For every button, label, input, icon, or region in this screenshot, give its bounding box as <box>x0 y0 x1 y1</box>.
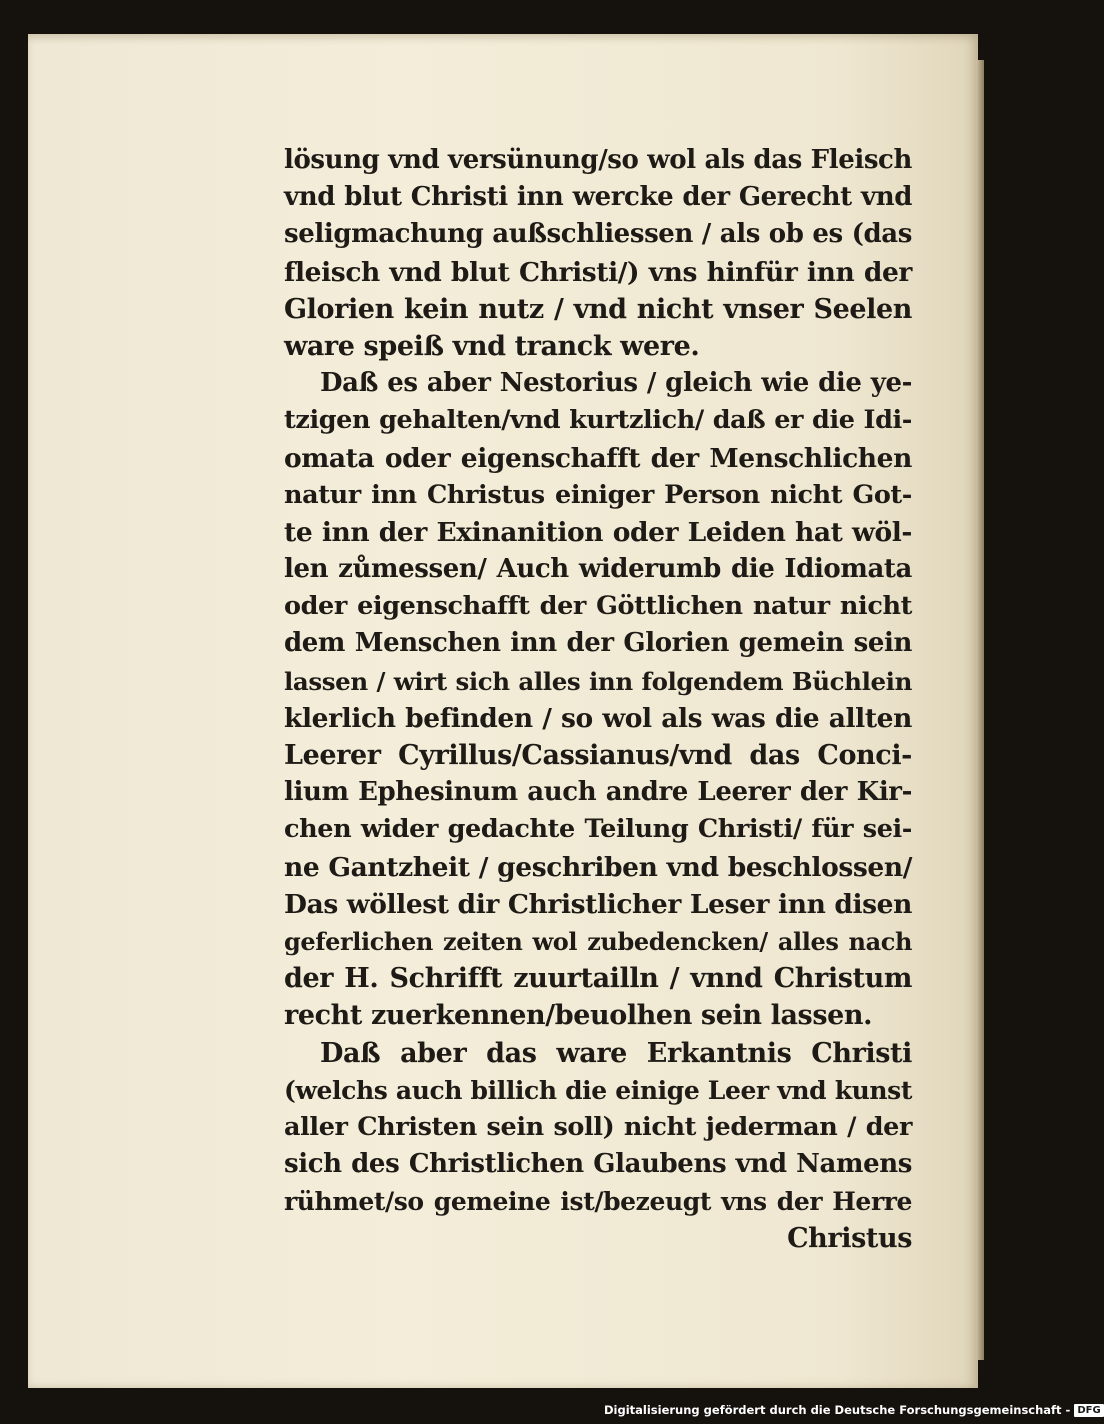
text-line: te inn der Exinanition oder Leiden hat wöl- <box>284 516 912 548</box>
text-line: ware speiß vnd tranck were. <box>284 330 700 362</box>
text-line: tzigen gehalten/vnd kurtzlich/ daß er die Idi- <box>284 405 912 436</box>
text-line: Leerer Cyrillus/Cassianus/vnd das Conci- <box>284 740 912 771</box>
text-line: natur inn Christus einiger Person nicht Got- <box>284 479 912 510</box>
credit-text: Digitalisierung gefördert durch die Deutsche Forschungsgemeinschaft - <box>604 1403 1071 1417</box>
text-line: sich des Christlichen Glaubens vnd Namens <box>284 1149 912 1180</box>
text-line: der H. Schrifft zuurtailln / vnnd Christum <box>284 963 912 995</box>
text-line: Das wöllest dir Christlicher Leser inn disen <box>284 888 912 920</box>
text-line: Glorien kein nutz / vnd nicht vnser Seelen <box>284 293 912 325</box>
text-line: vnd blut Christi inn wercke der Gerecht vnd <box>284 182 912 213</box>
text-line: chen wider gedachte Teilung Christi/ für sei- <box>284 814 912 845</box>
text-line: aller Christen sein soll) nicht jederman / der <box>284 1111 912 1142</box>
text-line: ne Gantzheit / geschriben vnd beschlossen/ <box>284 851 912 883</box>
text-line: omata oder eigenschafft der Menschlichen <box>284 442 912 474</box>
text-line: len zůmessen/ Auch widerumb die Idiomata <box>284 554 912 585</box>
text-line: geferlichen zeiten wol zubedencken/ alles nach <box>284 926 912 956</box>
text-line: (welchs auch billich die einige Leer vnd kunst <box>284 1075 912 1105</box>
text-line: recht zuerkennen/beuolhen sein lassen. <box>284 1000 873 1032</box>
text-line: seligmachung außschliessen / als ob es (das <box>284 219 912 250</box>
digitization-credit <box>604 1400 1104 1420</box>
page-edge <box>976 60 984 1360</box>
dfg-logo: DFG <box>1074 1404 1103 1417</box>
text-block <box>284 142 912 1258</box>
catchword: Christus <box>787 1223 912 1255</box>
text-line: Daß es aber Nestorius / gleich wie die ye- <box>320 368 912 399</box>
text-line: Daß aber das ware Erkantnis Christi <box>320 1037 912 1069</box>
text-line: rühmet/so gemeine ist/bezeugt vns der Herre <box>284 1187 912 1217</box>
text-line: lium Ephesinum auch andre Leerer der Kir- <box>284 777 912 808</box>
text-line: oder eigenschafft der Göttlichen natur nicht <box>284 591 912 622</box>
text-line: dem Menschen inn der Glorien gemein sein <box>284 628 912 659</box>
text-line: klerlich befinden / so wol als was die allten <box>284 702 912 734</box>
text-line: lösung vnd versünung/so wol als das Fleisch <box>284 145 912 175</box>
text-line: fleisch vnd blut Christi/) vns hinfür inn der <box>284 256 912 288</box>
text-line: lassen / wirt sich alles inn folgendem Büchlein <box>284 666 912 696</box>
